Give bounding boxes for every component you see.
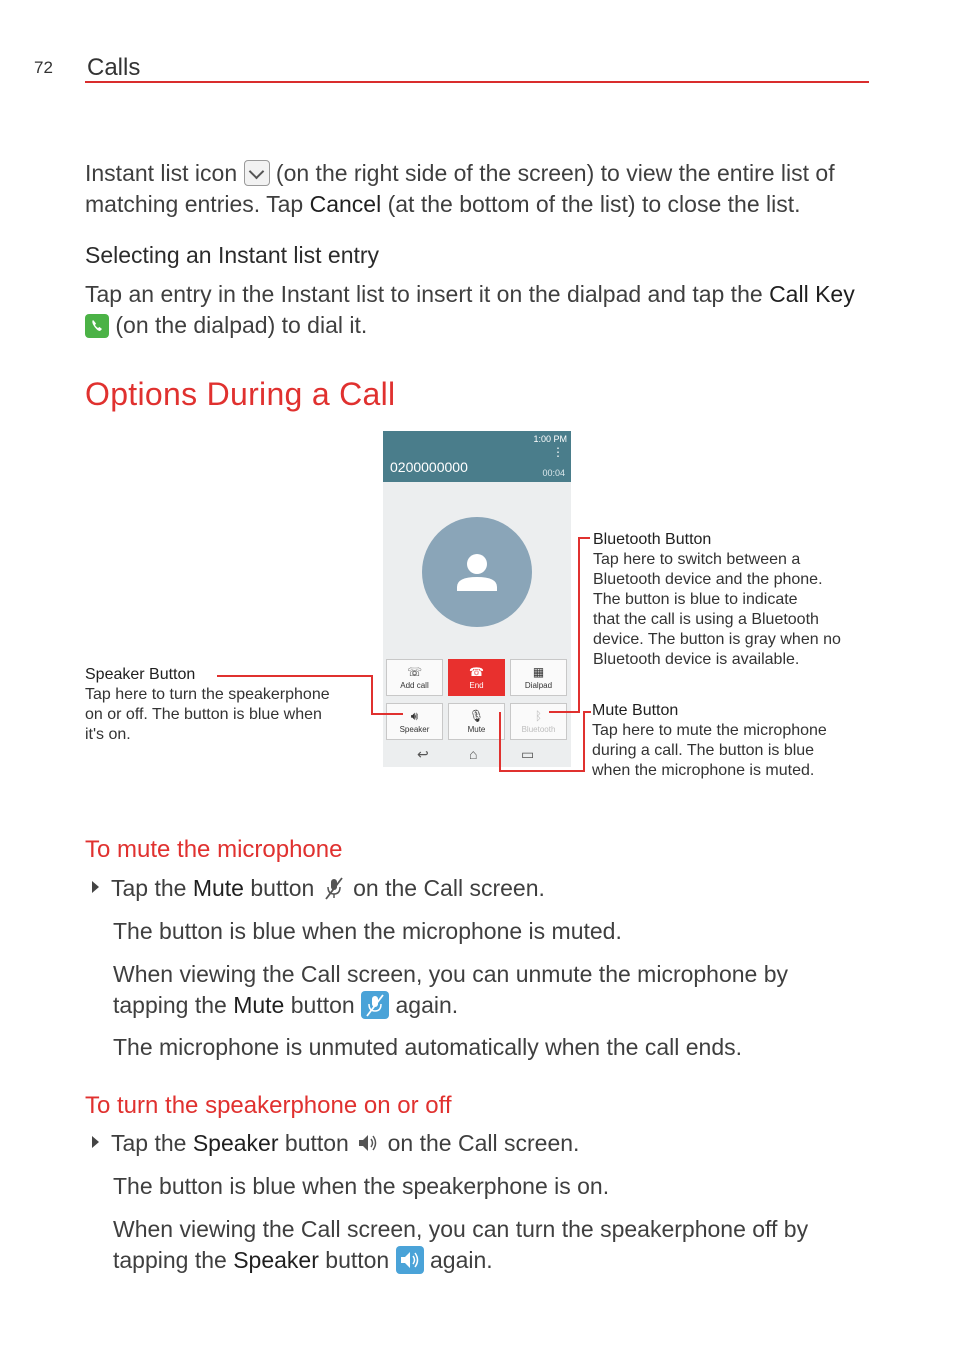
bluetooth-button[interactable]: [510, 703, 567, 740]
speaker-step-text: button: [284, 1130, 349, 1156]
status-bar-time: 1:00 PM: [533, 434, 567, 444]
mute-section-heading: To mute the microphone: [85, 836, 343, 863]
overflow-menu-icon[interactable]: ⋮: [552, 445, 564, 459]
bluetooth-leader-line: [578, 537, 580, 713]
recent-apps-icon[interactable]: ▭: [521, 746, 535, 762]
intro-paragraph: [85, 158, 875, 220]
bluetooth-label: Bluetooth: [521, 725, 556, 734]
speaker-step-text: Tap the: [111, 1130, 187, 1156]
mute-paragraph-1: The button is blue when the microphone is muted.: [113, 918, 622, 944]
speaker-button[interactable]: [386, 703, 443, 740]
person-icon: [422, 517, 532, 627]
page-title: Options During a Call: [85, 376, 396, 412]
bluetooth-callout-line: that the call is using a Bluetooth: [593, 611, 819, 628]
intro-text: Instant list icon: [85, 160, 238, 186]
mute-step-text: Tap the: [111, 875, 187, 901]
mute-callout-line: when the microphone is muted.: [592, 762, 815, 779]
intro-text: matching entries. Tap: [85, 191, 304, 217]
mute-leader-left: [499, 712, 501, 772]
instant-entry-paragraph: [85, 279, 885, 341]
mute-icon: [321, 875, 347, 899]
call-key-label: Call Key: [769, 281, 855, 307]
speaker-section-heading: To turn the speakerphone on or off: [85, 1092, 452, 1119]
end-call-icon: ☎: [469, 665, 484, 679]
speaker-callout-title: Speaker Button: [85, 666, 196, 683]
mute-label: Mute: [467, 725, 486, 734]
dialpad-button[interactable]: [510, 659, 567, 696]
add-call-icon: ☏: [406, 665, 422, 679]
bluetooth-callout-line: Bluetooth device is available.: [593, 651, 800, 668]
mute-p2-text: button: [290, 992, 355, 1018]
speaker-label: Speaker: [399, 725, 430, 734]
speaker-icon: 🔊︎: [410, 709, 419, 723]
caller-number: 0200000000: [390, 459, 468, 475]
dialpad-label: Dialpad: [524, 681, 553, 690]
speaker-callout-line: it's on.: [85, 726, 131, 743]
speaker-p2-text: again.: [430, 1247, 493, 1273]
speaker-callout-line: Tap here to turn the speakerphone: [85, 686, 330, 703]
end-call-button[interactable]: [448, 659, 505, 696]
mute-callout-line: during a call. The button is blue: [592, 742, 815, 759]
mute-callout-line: Tap here to mute the microphone: [592, 722, 827, 739]
dialpad-icon: ▦: [532, 665, 545, 679]
mute-p2-text: again.: [395, 992, 459, 1018]
mute-icon: 🎙︎: [468, 709, 485, 723]
bluetooth-callout-line: Bluetooth device and the phone.: [593, 571, 823, 588]
mute-step-text: on the Call screen.: [353, 875, 545, 901]
speaker-callout-line: on or off. The button is blue when: [85, 706, 322, 723]
contact-avatar: [422, 517, 532, 627]
cancel-label: Cancel: [309, 191, 382, 217]
speaker-p2-text: When viewing the Call screen, you can turn the speakerphone off by: [113, 1216, 809, 1242]
back-icon[interactable]: ↩: [417, 746, 429, 762]
mute-paragraph-3: The microphone is unmuted automatically when the call ends.: [113, 1034, 743, 1060]
mute-leader-bottom: [499, 770, 585, 772]
intro-text: (on the right side of the screen) to view the entire list of: [275, 160, 835, 186]
speaker-p2-text: tapping the: [113, 1247, 227, 1273]
mute-button[interactable]: [448, 703, 505, 740]
mute-callout: [592, 701, 882, 781]
bluetooth-callout: [593, 530, 893, 670]
sub-heading: Selecting an Instant list entry: [85, 242, 380, 268]
mute-step: [92, 873, 882, 904]
bluetooth-callout-title: Bluetooth Button: [593, 531, 712, 548]
page-number: 72: [34, 58, 53, 77]
bluetooth-leader-tick: [578, 537, 590, 539]
header-rule: [85, 81, 869, 83]
mute-active-icon: [361, 991, 389, 1019]
speaker-leader-link: [371, 713, 403, 715]
call-header: [383, 431, 571, 482]
section-title: Calls: [87, 54, 141, 81]
call-timer: 00:04: [542, 468, 565, 478]
call-key-icon: [85, 314, 109, 338]
speaker-paragraph-1: The button is blue when the speakerphone is on.: [113, 1173, 610, 1199]
mute-leader-right: [583, 711, 585, 772]
mute-p2-text: When viewing the Call screen, you can unmute the microphone by: [113, 961, 789, 987]
bluetooth-leader-link: [549, 711, 580, 713]
mute-label: Mute: [192, 875, 244, 901]
end-call-label: End: [469, 681, 484, 690]
speaker-p2-text: button: [325, 1247, 390, 1273]
mute-step-text: button: [250, 875, 315, 901]
navigation-bar: [383, 743, 571, 767]
mute-callout-title: Mute Button: [592, 702, 679, 719]
intro-text: (at the bottom of the list) to close the list.: [387, 191, 801, 217]
mute-label: Mute: [233, 992, 285, 1018]
home-icon[interactable]: ⌂: [469, 746, 478, 762]
bluetooth-callout-line: device. The button is gray when no: [593, 631, 841, 648]
mute-leader-tick: [583, 711, 591, 713]
speaker-step-text: on the Call screen.: [387, 1130, 580, 1156]
instant-list-icon: [244, 160, 270, 186]
speaker-leader-drop: [371, 675, 373, 715]
speaker-active-icon: [396, 1246, 424, 1274]
bluetooth-callout-line: Tap here to switch between a: [593, 551, 801, 568]
bluetooth-icon: ᛒ: [534, 709, 543, 723]
mute-paragraph-2: [113, 959, 893, 1021]
bluetooth-callout-line: The button is blue to indicate: [593, 591, 798, 608]
speaker-step: [92, 1128, 882, 1159]
speaker-label: Speaker: [233, 1247, 319, 1273]
speaker-callout: [85, 665, 365, 745]
add-call-button[interactable]: [386, 659, 443, 696]
entry-text: (on the dialpad) to dial it.: [115, 312, 368, 338]
speaker-paragraph-2: [113, 1214, 913, 1276]
mute-p2-text: tapping the: [113, 992, 227, 1018]
speaker-label: Speaker: [192, 1130, 279, 1156]
add-call-label: Add call: [400, 681, 429, 690]
speaker-icon: [355, 1130, 381, 1154]
entry-text: Tap an entry in the Instant list to insert it on the dialpad and tap the: [85, 281, 763, 307]
call-screen-mockup: [383, 431, 571, 767]
bullet-arrow-icon: [92, 881, 99, 893]
bullet-arrow-icon: [92, 1136, 99, 1148]
